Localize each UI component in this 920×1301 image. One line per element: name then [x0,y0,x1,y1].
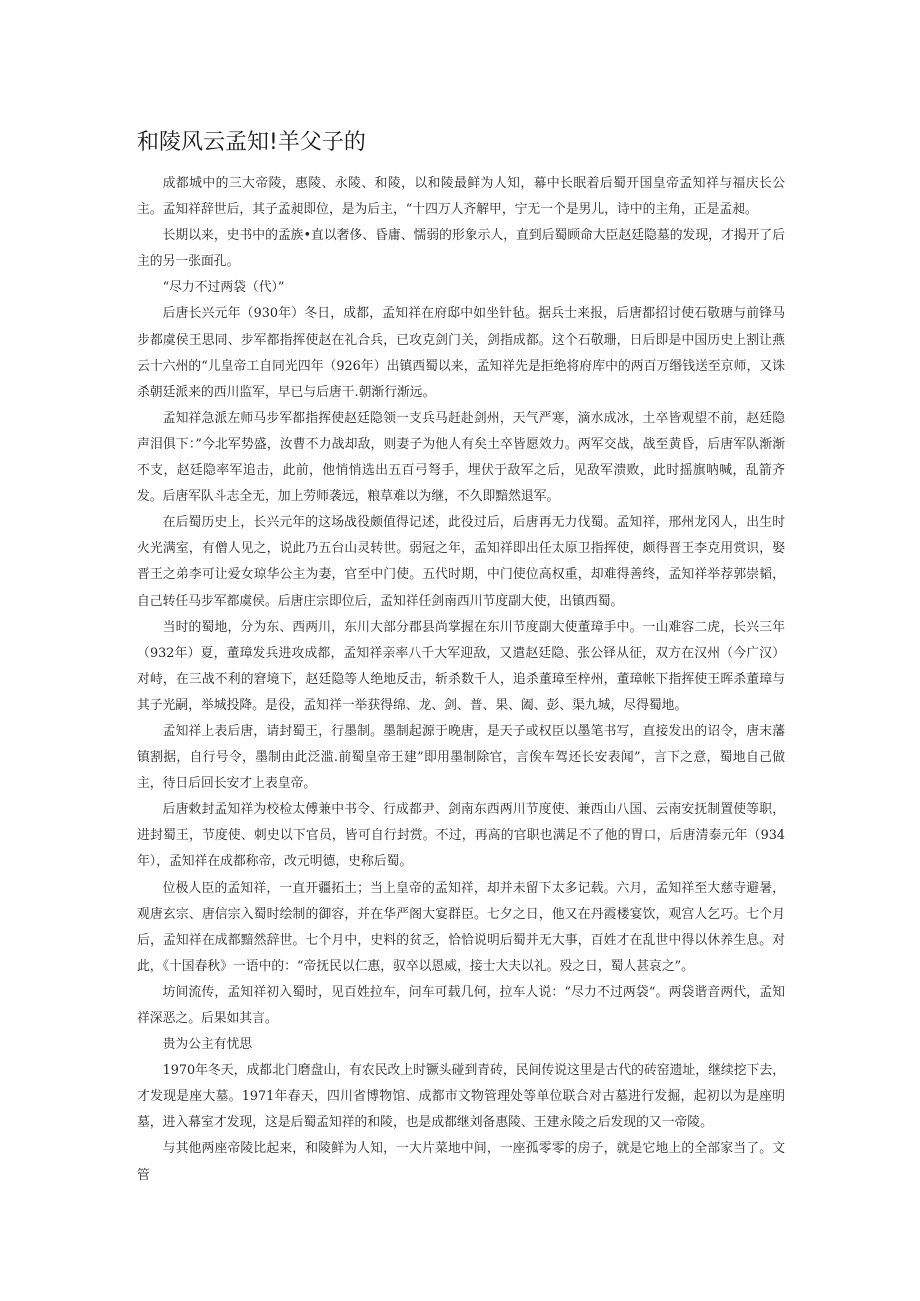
paragraph: 当时的蜀地，分为东、西两川，东川大部分郡县尚掌握在东川节度副大使董璋手中。一山难容二虎，长兴三年（932年）夏，董璋发兵进攻成都，孟知祥亲率八千大军迎敌，又遣赵廷隐、张公铎从征，双方在汉州（今广汉）对峙，在三战不利的窘境下，赵廷隐等人绝地反击，斩杀数千人，追杀董璋至梓州，董璋帐下指挥使王晖杀董璋与其子光嗣，举城投降。是役，孟知祥一举获得绵、龙、剑、普、果、阖、彭、渠九城，尽得蜀地。 [137,619,785,713]
article-body [137,171,785,1189]
page-title: 和陵风云孟知!羊父子的 [137,130,366,155]
paragraph: 坊间流传，孟知祥初入蜀时，见百姓拉车，问车可载几何，拉车人说：“尽力不过两袋“。两袋谐音两代，孟知祥深恶之。后果如其言。 [137,984,785,1026]
paragraph: 在后蜀历史上，长兴元年的这场战役颇值得记述，此役过后，后唐再无力伐蜀。孟知祥，邢州龙冈人，出生时火光满室，有僧人见之，说此乃五台山灵转世。弱冠之年，孟知祥即出任太原卫指挥使，颇得晋王李克用赏识，娶晋王之弟李可让爱女琼华公主为妻，官至中门使。五代时期，中门使位高权重，却难得善终，孟知祥举荐郭崇韬，自己转任马步军都虞侯。后唐庄宗即位后，孟知祥任剑南西川节度副大使，出镇西蜀。 [137,515,785,609]
paragraph: 长期以来，史书中的孟族•直以奢侈、昏庸、懦弱的形象示人，直到后蜀顾命大臣赵廷隐墓的发现，才揭开了后主的另一张面孔。 [137,228,785,270]
paragraph: 后唐长兴元年（930年）冬日，成都，孟知祥在府邸中如坐针毡。据兵士来报，后唐都招讨使石敬瑭与前锋马步都虞侯王思同、步军都指挥使赵在礼合兵，已攻克剑门关，剑指成都。这个石敬珊，日后即是中国历史上割让燕云十六州的“儿皇帝工自同光四年（926年）出镇西蜀以来，孟知祥先是拒绝将府库中的两百万缗钱送至京师，又诛杀朝廷派来的西川监军，早已与后唐干.朝渐行渐远。 [137,306,785,400]
paragraph: 与其他两座帝陵比起来，和陵鲜为人知，一大片菜地中间，一座孤零零的房子，就是它地上的全部家当了。文管 [137,1141,785,1183]
paragraph: 位极人臣的孟知祥，一直开疆拓土；当上皇帝的孟知祥，却并未留下太多记载。六月，孟知祥至大慈寺避暑，观唐玄宗、唐信宗入蜀时绘制的御容，并在华严阁大宴群臣。七夕之日，他又在丹霞楼宴饮，观宫人乞巧。七个月后，孟知祥在成都黯然辞世。七个月中，史料的贫乏，恰恰说明后蜀并无大事，百姓才在乱世中得以休养生息。对此，《十国春秋》一语中的：“帝抚民以仁惠，驭卒以恩威，接士大夫以礼。殁之日，蜀人甚哀之”。 [137,880,785,974]
paragraph: 孟知祥上表后唐，请封蜀王，行墨制。墨制起源于晚唐，是天子或权臣以墨笔书写，直接发出的诏令，唐末藩镇割据，自行号令，墨制由此泛滥.前蜀皇帝王建”即用墨制除官，言俟车驾还长安表闻”，言下之意，蜀地自己做主，待日后回长安才上表皇帝。 [137,723,785,792]
paragraph: 1970年冬天，成都北门磨盘山，有农民改上时镢头碰到青砖，民间传说这里是古代的砖窑遗址，继续挖下去，才发现是座大墓。1971年春天，四川省博物馆、成都市文物管理处等单位联合对古墓进行发掘，起初以为是座明墓，进入幕室才发现，这是后蜀孟知祥的和陵，也是成都继刘备惠陵、王建永陵之后发现的又一帝陵。 [137,1063,785,1131]
section-heading: 贵为公主有忧思 [162,1037,253,1053]
section-heading: “尽力不过两袋（代）” [162,280,285,296]
paragraph: 成都城中的三大帝陵，惠陵、永陵、和陵，以和陵最鲜为人知，幕中长眠着后蜀开国皇帝孟知祥与福庆长公主。孟知祥辞世后，其子孟昶即位，是为后主，“十四万人齐解甲，宁无一个是男儿，诗中的主角，正是孟昶。 [137,176,785,218]
paragraph: 后唐敕封孟知祥为校检太傅兼中书令、行成都尹、剑南东西两川节度使、兼西山八国、云南安抚制置使等职，进封蜀王，节度使、刺史以下官员，皆可自行封赏。不过，再高的官职也满足不了他的胃口，后唐清泰元年（934年），孟知祥在成都称帝，改元明德，史称后蜀。 [137,802,785,870]
paragraph: 孟知祥急派左师马步军都指挥使赵廷隐领一支兵马赶赴剑州，天气严寒，滴水成冰，土卒皆观望不前，赵廷隐声泪俱下：”今北军势盛，汝曹不力战却敌，则妻子为他人有矣土卒皆愿效力。两军交战，战至黄昏，后唐军队渐渐不支，赵廷隐率军追击，此前，他悄悄选出五百弓弩手，埋伏于敌军之后，见敌军溃败，此时摇旗呐喊，乱箭齐发。后唐军队斗志全无，加上劳师袭远，粮草难以为继，不久即黯然退军。 [137,410,785,505]
